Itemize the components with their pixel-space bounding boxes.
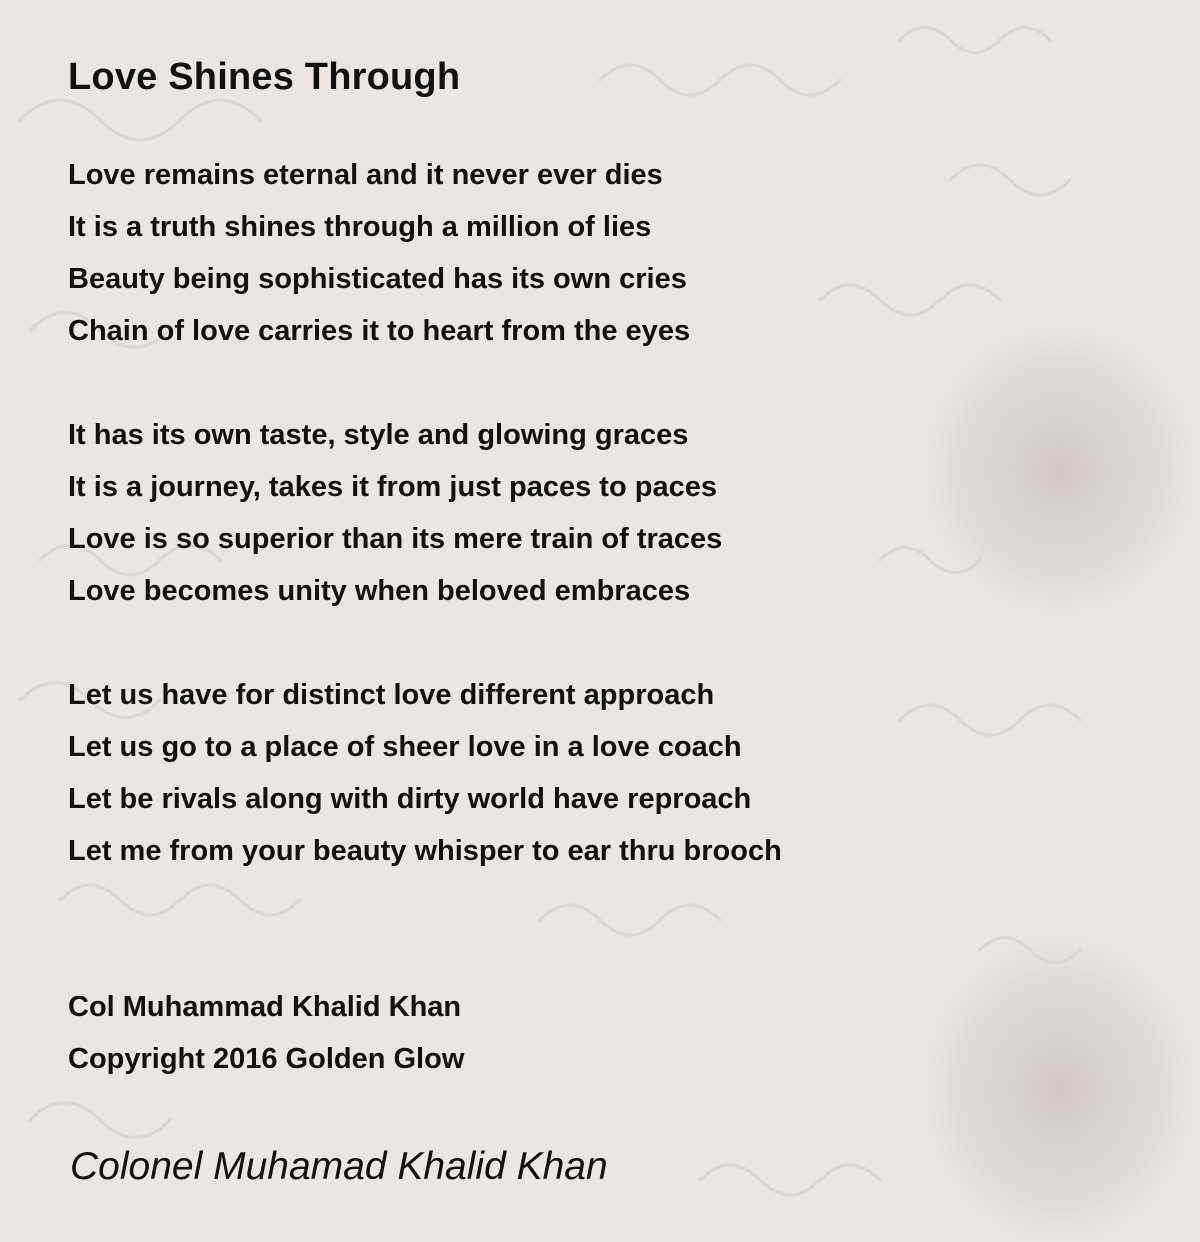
- stanza-2: [68, 409, 722, 617]
- poet-signature: Colonel Muhamad Khalid Khan: [70, 1145, 608, 1188]
- poem-line: Love remains eternal and it never ever dies: [68, 159, 663, 191]
- stanza-3: [68, 669, 782, 877]
- author-name: Col Muhammad Khalid Khan: [68, 991, 462, 1023]
- poem-line: Beauty being sophisticated has its own cries: [68, 263, 687, 295]
- copyright-notice: Copyright 2016 Golden Glow: [68, 1043, 465, 1075]
- poem-line: Let us have for distinct love different approach: [68, 679, 715, 711]
- poem-line: Let me from your beauty whisper to ear thru brooch: [68, 835, 782, 867]
- poem-credits: [68, 981, 464, 1085]
- poem-line: It is a journey, takes it from just paces to paces: [68, 471, 717, 503]
- stanza-1: [68, 149, 690, 357]
- poem-line: It has its own taste, style and glowing graces: [68, 419, 689, 451]
- poem-line: It is a truth shines through a million of lies: [68, 211, 652, 243]
- poem-line: Love becomes unity when beloved embraces: [68, 575, 691, 607]
- poem-line: Love is so superior than its mere train of traces: [68, 523, 723, 555]
- poem-line: Chain of love carries it to heart from the eyes: [68, 315, 691, 347]
- poem-line: Let be rivals along with dirty world have reproach: [68, 783, 752, 815]
- poem-line: Let us go to a place of sheer love in a love coach: [68, 731, 742, 763]
- poem-title: Love Shines Through: [68, 56, 461, 98]
